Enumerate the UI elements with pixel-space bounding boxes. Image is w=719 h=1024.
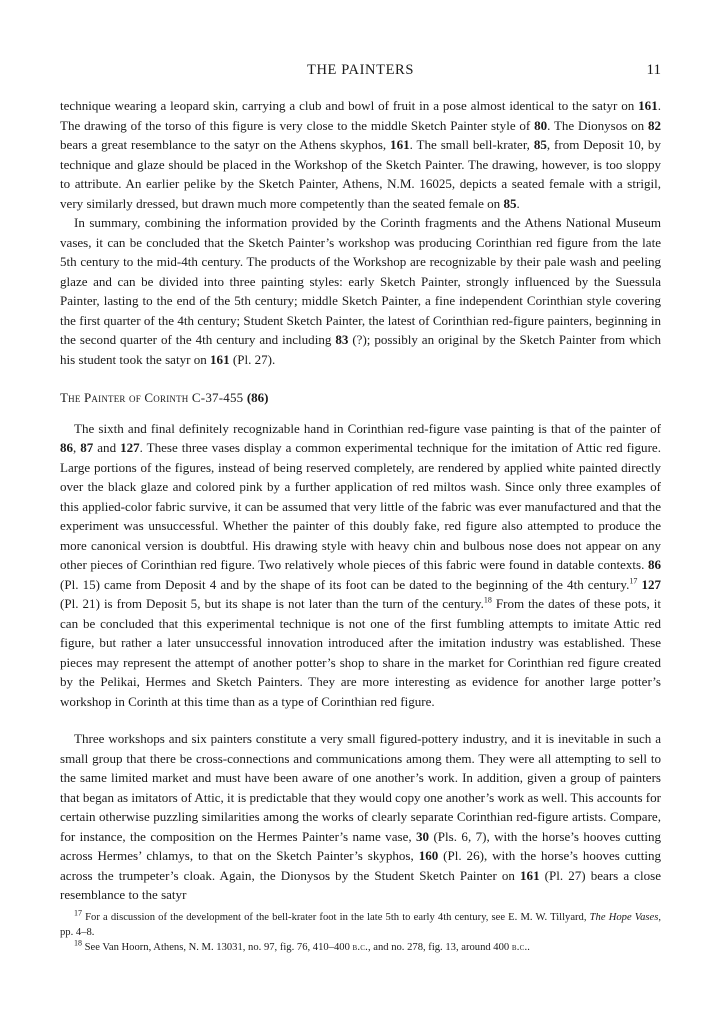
text-run: . These three vases display a common experimental technique for the imitation of Attic red figure. Large portions of the figures, instead of being reserved completely, are rendered by applied white painted directly over the black glaze and colored pink by a further application of red miltos wash. Since only three examples of this applied-color fabric survive, it can be assumed that very little of the fabric was ever manufactured and that the experiment was unsuccessful. Whether the painter of this doubly fake, red figure also attempted to produce the more canonical version is doubtful. His drawing style with heavy chin and bulbous nose does not appear on any other pieces of Corinthian red figure. Two relatively whole pieces of this fabric were found in datable contexts. xyxy=(60,440,661,572)
footnote-18 xyxy=(60,940,661,955)
section-heading-label: The Painter of Corinth C-37-455 xyxy=(60,390,247,405)
footnote-mark: 18 xyxy=(74,938,82,948)
footnotes xyxy=(60,910,661,955)
catalog-number: 86 xyxy=(647,557,661,572)
catalog-number: 82 xyxy=(647,117,661,133)
text-run: (Pl. 27). xyxy=(229,351,276,367)
text-run: bears a great resemblance to the satyr on the Athens skyphos, xyxy=(60,137,391,152)
text-run: (Pl. 26), with the horse’s hooves cutting across the trumpeter’s cloak. Again, the Dionysos by the Student Sketch Painter on xyxy=(60,848,661,883)
text-run: (?); possibly an original by the Sketch Painter from which his student took the satyr on xyxy=(60,332,662,367)
footnote-17 xyxy=(60,910,661,940)
catalog-number: 87 xyxy=(80,440,94,455)
text-run: . The small bell-krater, xyxy=(409,137,534,152)
text-run: . xyxy=(527,942,530,953)
era-abbrev: b.c. xyxy=(511,942,528,953)
text-run: and xyxy=(93,440,121,455)
catalog-number: 85 xyxy=(533,137,547,152)
text-run: . The drawing of the torso of this figure is very close to the middle Sketch Painter style of xyxy=(60,98,661,133)
text-run: , from Deposit 10, by technique and glaze should be placed in the Workshop of the Sketch Painter. The drawing, however, is too sloppy to attribute. An earlier pelike by the Sketch Painter, Athens, N.M. 16025, depicts a seated female with a strigil, very similarly dressed, but drawn much more competently than the seated female on xyxy=(60,137,661,211)
catalog-number: 161 xyxy=(210,351,230,367)
page-number: 11 xyxy=(646,62,661,78)
text-run: , and no. 278, fig. 13, around 400 xyxy=(367,942,512,953)
catalog-number: 83 xyxy=(335,332,349,347)
running-head xyxy=(60,62,661,84)
text-run: , pp. 4–8. xyxy=(60,912,661,938)
footnote-mark: 17 xyxy=(74,908,82,918)
catalog-number: 161 xyxy=(390,137,410,152)
catalog-number: 85 xyxy=(503,195,517,211)
text-run: See Van Hoorn, Athens, N. M. 13031, no. 97, fig. 76, 410–400 xyxy=(82,942,353,953)
catalog-number: 86 xyxy=(60,440,74,455)
paragraph-3 xyxy=(60,419,661,712)
catalog-number: 127 xyxy=(641,576,662,592)
footnote-ref-17: 17 xyxy=(629,576,638,586)
paragraph-2 xyxy=(60,213,661,369)
text-run: From the dates of these pots, it can be concluded that this experimental technique is not one of the first fumbling attempts to imitate Attic red figure, but rather a later unsuccessful innovation introduced after the imitation industry was established. These pieces may represent the attempt of another potter’s shop to share in the market for Corinthian red figure created by the Pelikai, Hermes and Sketch Painters. They are more interesting as evidence for another large potter’s workshop in Corinth at this time than as a type of Corinthian red figure. xyxy=(60,596,661,709)
era-abbrev: b.c. xyxy=(352,942,368,953)
text-run: , xyxy=(73,440,81,455)
text-run: (Pl. 15) came from Deposit 4 and by the shape of its foot can be dated to the beginning of the 4th century. xyxy=(60,576,630,592)
catalog-number: 30 xyxy=(416,828,430,844)
section-heading xyxy=(60,388,661,408)
running-title: THE PAINTERS xyxy=(307,62,414,78)
text-run: . xyxy=(516,195,520,211)
text-run: In summary, combining the information provided by the Corinth fragments and the Athens National Museum vases, it can be concluded that the Sketch Painter’s workshop was producing Corinthian red figure from the late 5th century to the mid-4th century. The products of the Workshop are recognizable by their pale wash and peeling glaze and can be divided into three painting styles: early Sketch Painter, strongly influenced by the Suessula Painter, lasting to the end of the 5th century; middle Sketch Painter, a fine independent Corinthian style covering the first quarter of the 4th century; Student Sketch Painter, the latest of Corinthian red-figure painters, beginning in the second quarter of the 4th century and including xyxy=(60,215,661,347)
text-run: . The Dionysos on xyxy=(547,117,648,133)
catalog-number: 160 xyxy=(418,848,439,863)
paragraph-4 xyxy=(60,729,661,905)
body-text xyxy=(60,96,661,905)
catalog-number: (86) xyxy=(246,390,269,405)
book-title: The Hope Vases xyxy=(589,912,659,923)
catalog-number: 161 xyxy=(638,98,658,113)
catalog-number: 80 xyxy=(534,117,548,133)
text-run: The sixth and final definitely recognizable hand in Corinthian red-figure vase painting is that of the painter of xyxy=(74,420,661,436)
text-run: For a discussion of the development of the bell-krater foot in the late 5th to early 4th century, see E. M. W. Tillyard, xyxy=(82,912,590,923)
text-run: Three workshops and six painters constitute a very small figured-pottery industry, and it is inevitable in such a small group that there be cross-connections and communications among them. They were all attempting to sell to the same limited market and must have been aware of one another’s work. In addition, given a group of painters that began as imitators of Attic, it is predictable that they would copy one another’s work as well. This accounts for certain otherwise puzzling similarities among the works of clearly separate Corinthian red-figure artists. Compare, for instance, the composition on the Hermes Painter’s name vase, xyxy=(60,731,661,844)
paragraph-1 xyxy=(60,96,661,213)
footnote-ref-18: 18 xyxy=(483,595,492,605)
text-run: technique wearing a leopard skin, carrying a club and bowl of fruit in a pose almost identical to the satyr on xyxy=(60,98,639,113)
text-run: (Pl. 27) bears a close resemblance to the satyr xyxy=(60,867,661,902)
text-run: (Pl. 21) is from Deposit 5, but its shape is not later than the turn of the century. xyxy=(60,596,484,611)
paragraph-gap xyxy=(60,711,661,729)
page xyxy=(60,62,661,905)
text-run: (Pls. 6, 7), with the horse’s hooves cutting across Hermes’ chlamys, to that on the Sketch Painter’s skyphos, xyxy=(60,828,661,863)
catalog-number: 161 xyxy=(520,867,540,883)
catalog-number: 127 xyxy=(120,440,140,455)
